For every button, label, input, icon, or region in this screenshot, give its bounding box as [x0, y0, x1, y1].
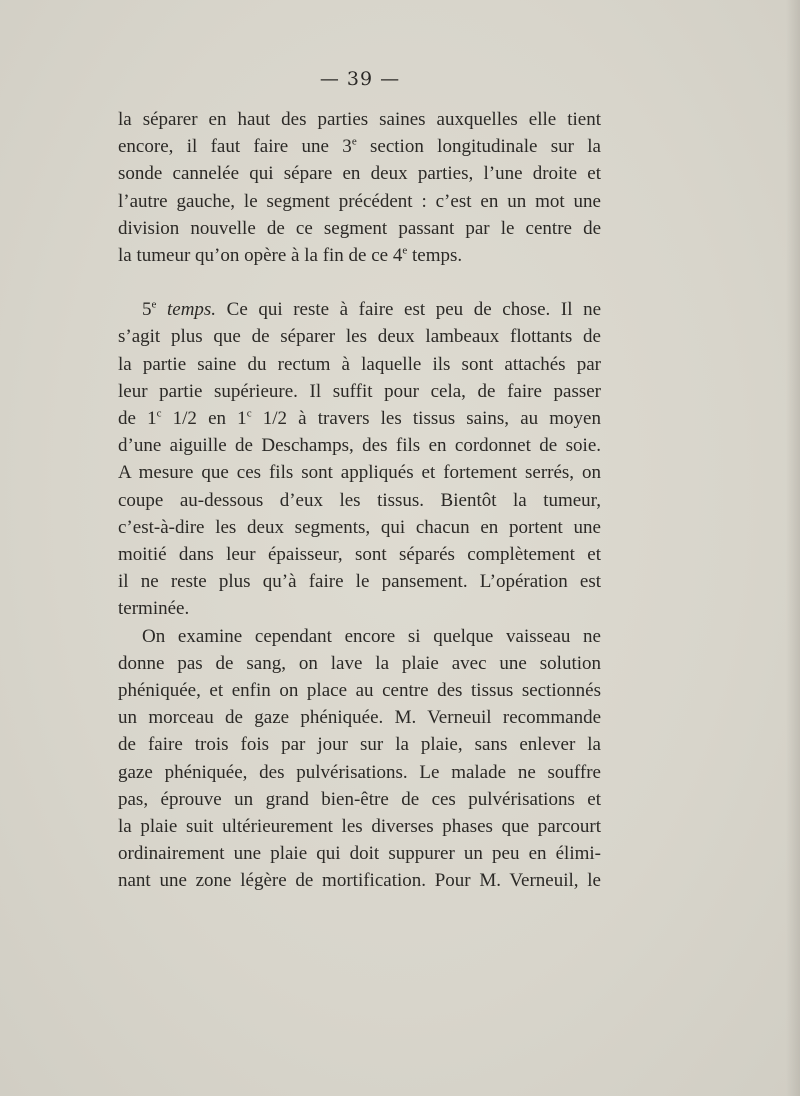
superscript: e [402, 244, 408, 257]
text-line [118, 296, 601, 323]
text-line: pas, éprouve un grand bien-être de ces pulvérisations et [118, 788, 601, 810]
text-line: On examine cependant encore si quelque vaisseau ne [142, 625, 601, 647]
superscript: e [351, 135, 357, 148]
paragraph-gap [118, 269, 601, 296]
text-line: sonde cannelée qui sépare en deux parties, l’une droite et [118, 163, 601, 185]
text-line: gaze phéniquée, des pulvérisations. Le malade ne souffre [118, 761, 601, 783]
text-line: un morceau de gaze phéniquée. M. Verneuil recommande [118, 707, 601, 729]
text-line: de faire trois fois par jour sur la plaie, sans enlever la [118, 734, 601, 756]
superscript: c [156, 407, 162, 420]
text-line: c’est-à-dire les deux segments, qui chacun en portent une [118, 516, 601, 538]
body-text [118, 106, 601, 895]
superscript: e [151, 298, 157, 311]
text-line: la partie saine du rectum à laquelle ils sont attachés par [118, 353, 601, 375]
text-line: ordinairement une plaie qui doit suppurer un peu en élimi- [118, 843, 601, 865]
text-line: la plaie suit ultérieurement les diverses phases que parcourt [118, 816, 601, 838]
text-line: nant une zone légère de mortification. Pour M. Verneuil, le [118, 870, 601, 892]
text-line: terminée. [118, 598, 190, 620]
text-fragment: temps. [407, 245, 463, 267]
text-line [118, 133, 601, 160]
text-fragment: section longitudinale sur la [356, 136, 601, 158]
text-line: A mesure que ces fils sont appliqués et fortement serrés, on [118, 462, 601, 484]
text-line: phéniquée, et enfin on place au centre des tissus sectionnés [118, 680, 601, 702]
text-line [118, 242, 601, 269]
text-fragment: 1/2 à travers les tissus sains, au moyen [251, 408, 601, 430]
text-line [118, 405, 601, 432]
page-number: — 39 — [319, 68, 401, 90]
text-fragment: 1/2 en 1 [161, 408, 247, 430]
text-fragment: Ce qui reste à faire est peu de chose. Il ne [216, 299, 601, 321]
text-fragment: encore, il faut faire une 3 [118, 136, 352, 158]
text-line: moitié dans leur épaisseur, sont séparés complètement et [118, 544, 601, 566]
text-fragment: de 1 [118, 408, 157, 430]
page-edge-shadow [786, 0, 800, 1096]
text-line: coupe au-dessous d’eux les tissus. Bientôt la tumeur, [118, 489, 601, 511]
text-line: leur partie supérieure. Il suffit pour cela, de faire passer [118, 380, 601, 402]
text-line: division nouvelle de ce segment passant par le centre de [118, 217, 601, 239]
step-number: 5 [142, 299, 152, 321]
text-line: l’autre gauche, le segment précédent : c’est en un mot une [118, 190, 601, 212]
superscript: c [246, 407, 252, 420]
text-fragment: la tumeur qu’on opère à la fin de ce 4 [118, 245, 403, 267]
text-line: la séparer en haut des parties saines auxquelles elle tient [118, 109, 601, 130]
text-line: d’une aiguille de Deschamps, des fils en cordonnet de soie. [118, 435, 601, 457]
text-line: il ne reste plus qu’à faire le pansement. L’opération est [118, 571, 601, 593]
text-line: donne pas de sang, on lave la plaie avec une solution [118, 652, 601, 674]
step-label: temps. [166, 299, 217, 321]
text-line: s’agit plus que de séparer les deux lambeaux flottants de [118, 326, 601, 348]
